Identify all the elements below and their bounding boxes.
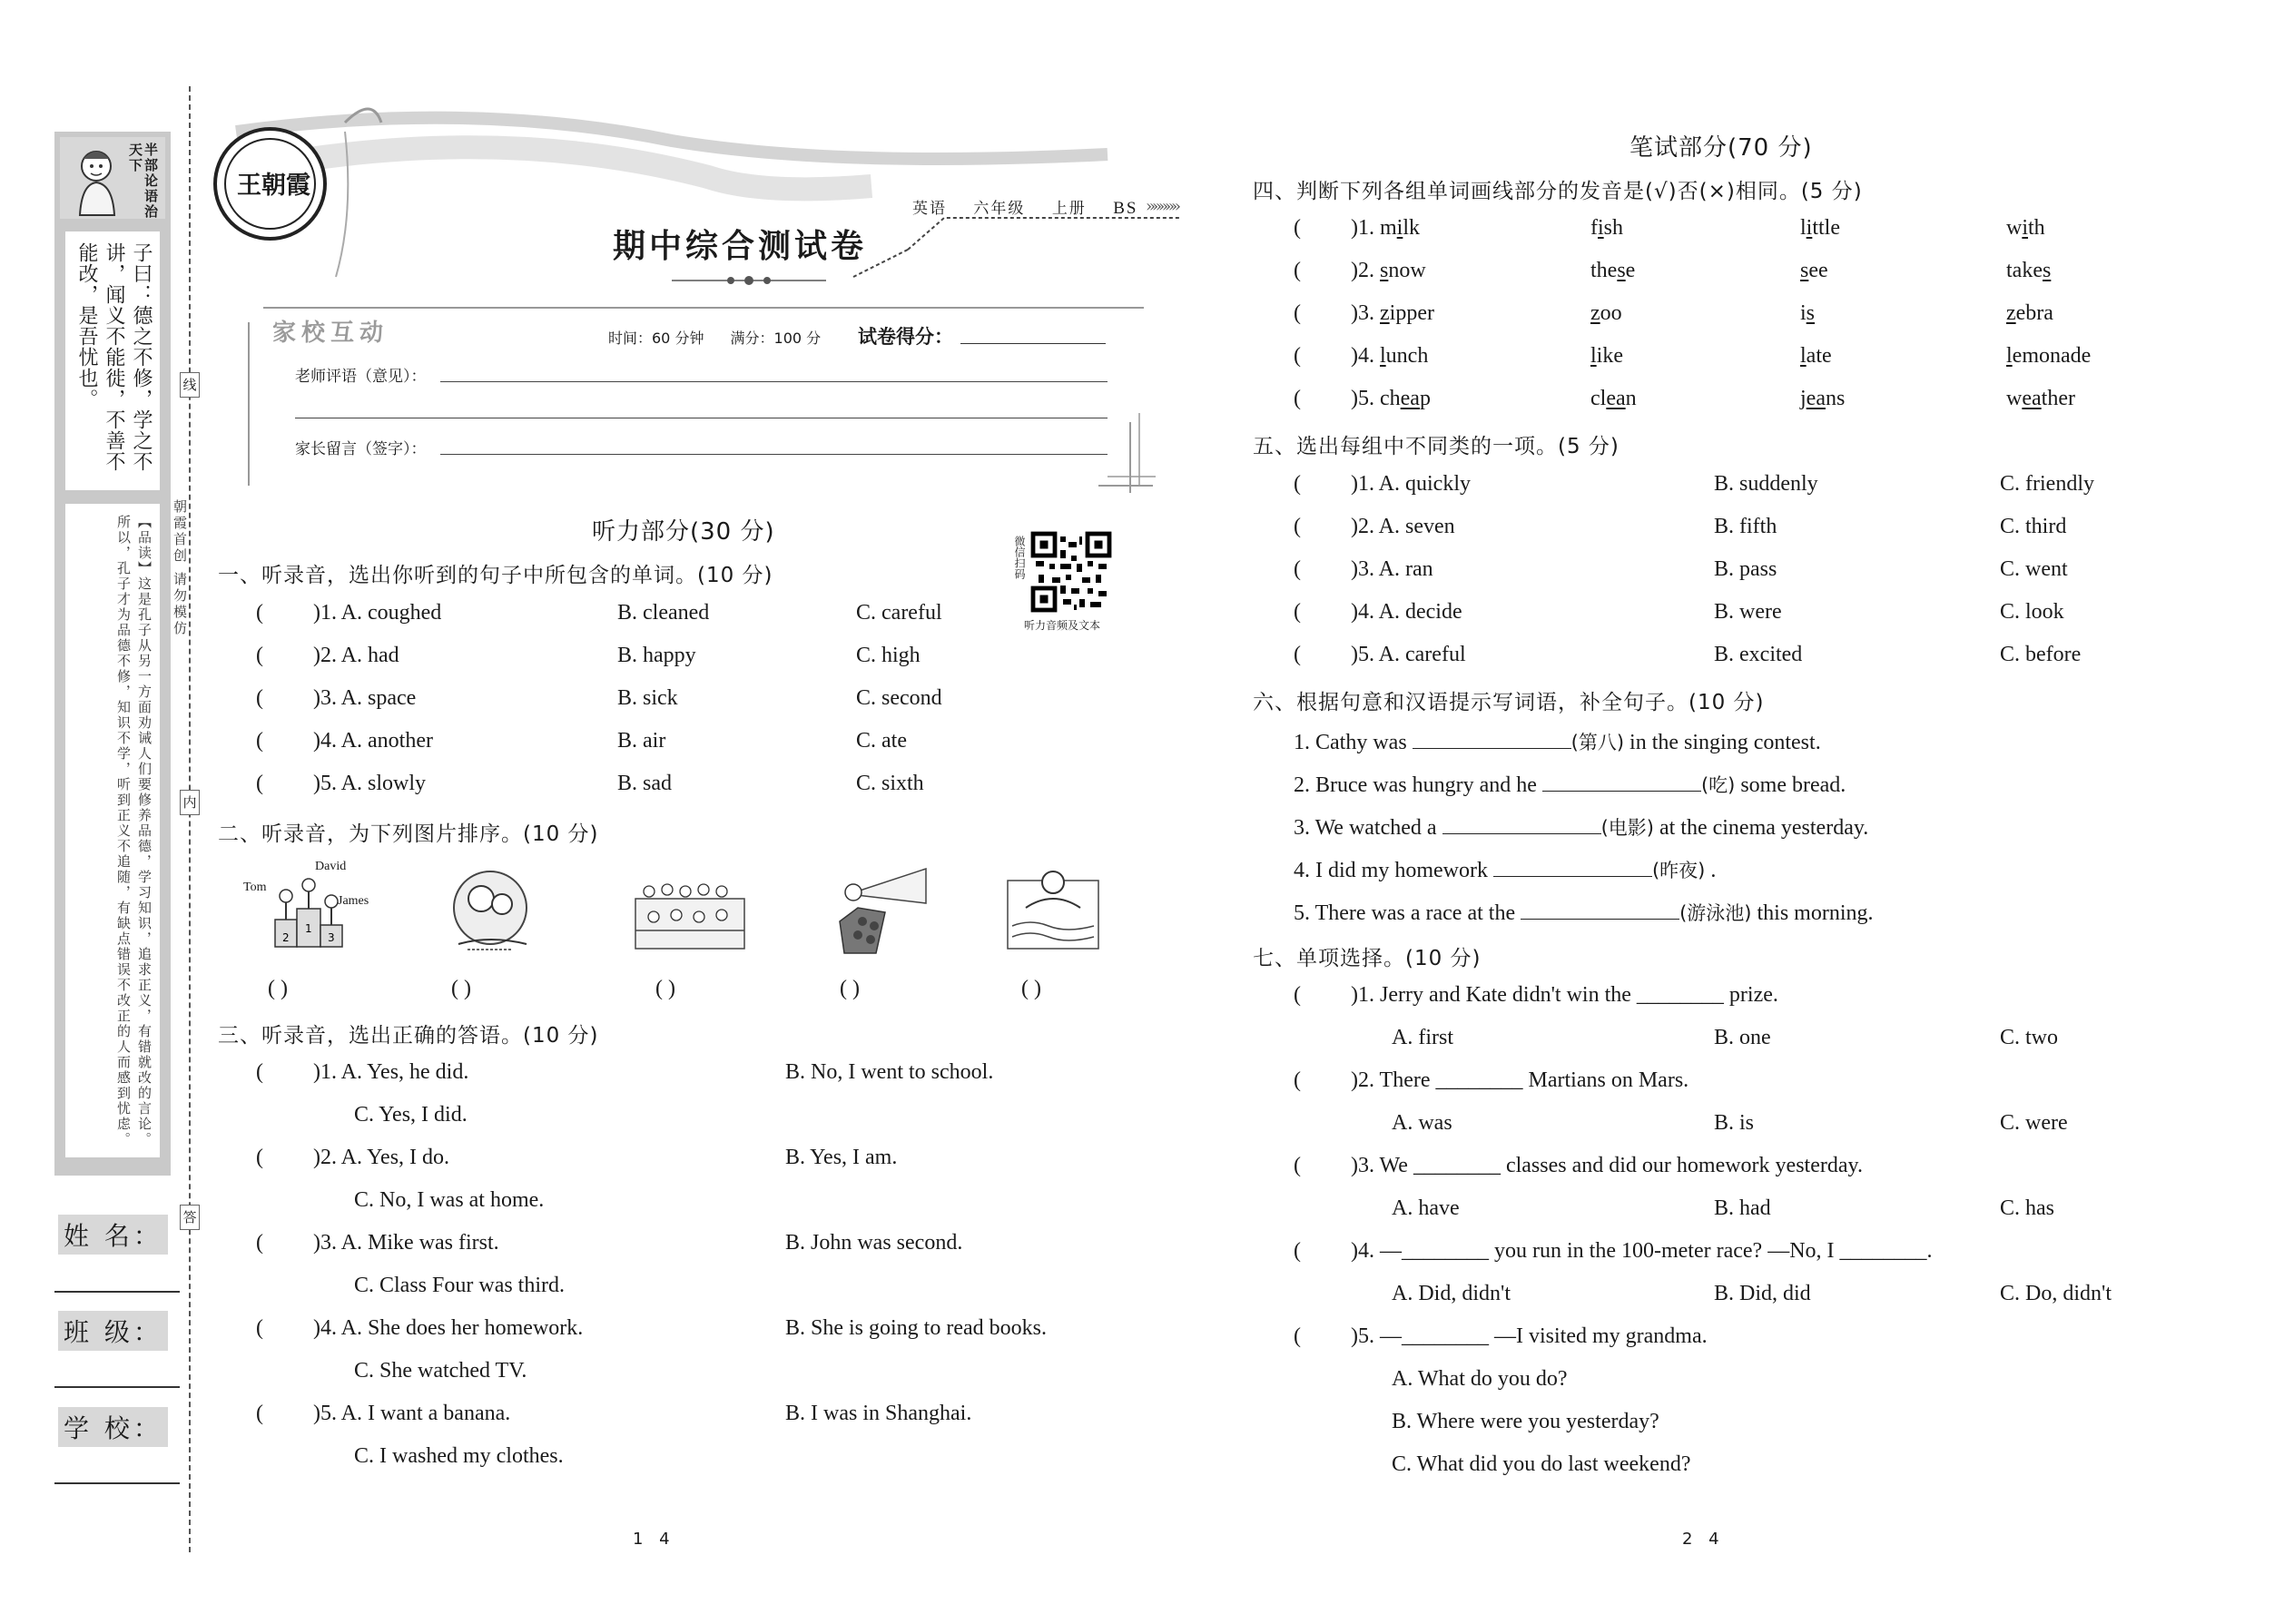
- section-7-title: 七、单项选择。(10 分): [1253, 947, 1482, 970]
- edition-label: BS: [1113, 199, 1138, 218]
- parent-comment-label: 家长留言（签字）：: [295, 440, 427, 458]
- chinese-hint: (吃): [1700, 774, 1736, 796]
- mc-option-a[interactable]: A. was: [1392, 1111, 1452, 1135]
- question-option-a: )1. A. coughed: [313, 601, 442, 625]
- svg-text:1: 1: [305, 922, 312, 935]
- answer-paren[interactable]: (: [256, 729, 263, 753]
- picture-classroom: [631, 871, 749, 953]
- mc-option-c[interactable]: C. Do, didn't: [2000, 1282, 2112, 1305]
- answer-paren[interactable]: (: [256, 601, 263, 625]
- question-option-c: C. second: [856, 686, 942, 710]
- question-option-b: B. John was second.: [785, 1231, 963, 1255]
- picture-label-david: David: [315, 860, 347, 873]
- mc-option-b[interactable]: B. is: [1714, 1111, 1755, 1135]
- question-option-a: )2. A. Yes, I do.: [313, 1146, 450, 1169]
- full-score: 满分：100 分: [730, 330, 822, 347]
- word-item: late: [1800, 344, 1832, 368]
- sidebar-panel: [54, 132, 171, 1176]
- name-label: 姓 名：: [58, 1215, 168, 1255]
- volume-label: 上册: [1051, 200, 1087, 218]
- mc-option-b[interactable]: B. had: [1714, 1196, 1771, 1220]
- mc-option-c[interactable]: C. two: [2000, 1026, 2059, 1049]
- question-option-a: )1. A. quickly: [1351, 472, 1471, 496]
- exam-info: [608, 327, 842, 348]
- grade-label: 六年级: [973, 200, 1026, 218]
- fill-in-blank[interactable]: [1493, 859, 1652, 877]
- school-label: 学 校：: [58, 1407, 168, 1447]
- question-option-c: C. Yes, I did.: [354, 1103, 468, 1127]
- quote-box: [65, 231, 160, 490]
- fill-in-sentence: 4. I did my homework (昨夜) .: [1294, 859, 1717, 882]
- section-3-title: 三、听录音，选出正确的答语。(10 分): [218, 1024, 599, 1048]
- question-option-b: B. pass: [1714, 557, 1777, 581]
- qr-scan-hint: 微信扫码: [1013, 536, 1026, 579]
- picture-label-james: James: [338, 894, 369, 908]
- picture-answer-blank[interactable]: ( ): [1021, 977, 1041, 1000]
- brand-name: 王朝霞: [237, 172, 310, 200]
- mc-option-a[interactable]: A. What do you do?: [1392, 1367, 1568, 1391]
- word-item: with: [2006, 216, 2045, 240]
- mc-question: )4. —________ you run in the 100-meter race? —No, I ________.: [1351, 1239, 1933, 1263]
- question-option-b: B. She is going to read books.: [785, 1316, 1047, 1340]
- answer-paren[interactable]: (: [1294, 259, 1301, 282]
- class-label: 班 级：: [58, 1311, 168, 1351]
- answer-paren[interactable]: (: [1294, 600, 1301, 624]
- answer-paren[interactable]: (: [1294, 643, 1301, 666]
- picture-swimming: [1003, 862, 1103, 953]
- mc-option-a[interactable]: A. have: [1392, 1196, 1460, 1220]
- question-option-c: C. I washed my clothes.: [354, 1444, 564, 1468]
- question-option-a: )4. A. decide: [1351, 600, 1462, 624]
- question-option-c: C. went: [2000, 557, 2068, 581]
- question-option-b: B. happy: [617, 644, 696, 667]
- mc-option-c[interactable]: C. has: [2000, 1196, 2054, 1220]
- picture-cinema: [831, 867, 930, 958]
- word-item: zebra: [2006, 301, 2053, 325]
- page-number-left: 1 4: [633, 1530, 675, 1549]
- fill-in-sentence: 1. Cathy was (第八) in the singing contest.: [1294, 731, 1821, 754]
- answer-paren[interactable]: (: [1294, 301, 1301, 325]
- teacher-comment-field[interactable]: [440, 381, 1108, 382]
- answer-paren[interactable]: (: [1294, 344, 1301, 368]
- word-item: see: [1800, 259, 1828, 282]
- mc-question: )1. Jerry and Kate didn't win the ________ prize.: [1351, 983, 1778, 1007]
- svg-text:3: 3: [328, 931, 335, 944]
- mc-question: )5. —________ —I visited my grandma.: [1351, 1324, 1708, 1348]
- answer-paren[interactable]: (: [256, 644, 263, 667]
- fill-in-blank[interactable]: [1442, 816, 1601, 834]
- question-option-b: B. I was in Shanghai.: [785, 1402, 972, 1425]
- question-option-b: B. fifth: [1714, 515, 1777, 538]
- name-field[interactable]: [54, 1291, 180, 1293]
- picture-answer-blank[interactable]: ( ): [268, 977, 288, 1000]
- question-option-c: C. third: [2000, 515, 2067, 538]
- question-option-b: B. sad: [617, 772, 672, 795]
- question-option-a: )5. A. careful: [1351, 643, 1466, 666]
- qr-caption: 听力音频及文本: [1024, 619, 1101, 632]
- answer-paren[interactable]: (: [256, 1060, 263, 1084]
- answer-paren[interactable]: (: [1294, 515, 1301, 538]
- picture-answer-blank[interactable]: ( ): [451, 977, 471, 1000]
- question-option-a: )3. A. space: [313, 686, 417, 710]
- word-item: these: [1590, 259, 1636, 282]
- subject-label: 英语: [912, 200, 947, 218]
- word-item: zoo: [1590, 301, 1622, 325]
- picture-answer-blank[interactable]: ( ): [655, 977, 675, 1000]
- section-6-title: 六、根据句意和汉语提示写词语，补全句子。(10 分): [1253, 691, 1765, 714]
- word-item: )5. cheap: [1351, 387, 1431, 410]
- page-number-right: 2 4: [1682, 1530, 1725, 1549]
- answer-paren[interactable]: (: [1294, 216, 1301, 240]
- question-option-c: C. look: [2000, 600, 2064, 624]
- arrow-decoration: »»»»»: [1146, 197, 1178, 216]
- qr-code-icon[interactable]: [1030, 531, 1112, 613]
- question-option-b: B. cleaned: [617, 601, 710, 625]
- mc-option-c[interactable]: C. What did you do last weekend?: [1392, 1452, 1691, 1476]
- question-option-b: B. sick: [617, 686, 678, 710]
- word-item: takes: [2006, 259, 2052, 282]
- answer-paren[interactable]: (: [256, 1402, 263, 1425]
- answer-paren[interactable]: (: [1294, 472, 1301, 496]
- word-item: )1. milk: [1351, 216, 1421, 240]
- fill-in-sentence: 5. There was a race at the (游泳池) this morning.: [1294, 901, 1874, 925]
- question-option-c: C. sixth: [856, 772, 924, 795]
- answer-paren[interactable]: (: [256, 1316, 263, 1340]
- question-option-a: )3. A. Mike was first.: [313, 1231, 499, 1255]
- answer-paren[interactable]: (: [1294, 983, 1301, 1007]
- question-option-a: )5. A. slowly: [313, 772, 427, 795]
- chinese-hint: (游泳池): [1679, 902, 1752, 924]
- section-5-title: 五、选出每组中不同类的一项。(5 分): [1253, 435, 1620, 458]
- word-item: lemonade: [2006, 344, 2092, 368]
- answer-paren[interactable]: (: [1294, 1239, 1301, 1263]
- answer-paren[interactable]: (: [1294, 1154, 1301, 1177]
- copyright-vertical: 朝霞首创 请勿模仿: [172, 499, 188, 637]
- listening-part-title: 听力部分(30 分): [592, 518, 775, 546]
- question-option-a: )2. A. had: [313, 644, 399, 667]
- fill-in-sentence: 3. We watched a (电影) at the cinema yesterday.: [1294, 816, 1869, 840]
- answer-paren[interactable]: (: [1294, 557, 1301, 581]
- time-limit: 时间：60 分钟: [608, 330, 704, 347]
- question-option-c: C. Class Four was third.: [354, 1274, 566, 1297]
- section-1-title: 一、听录音，选出你听到的句子中所包含的单词。(10 分): [218, 564, 773, 587]
- question-option-c: C. careful: [856, 601, 942, 625]
- fill-in-blank[interactable]: [1413, 731, 1571, 749]
- picture-label-tom: Tom: [243, 881, 267, 894]
- question-option-c: C. before: [2000, 643, 2082, 666]
- word-item: little: [1800, 216, 1840, 240]
- cut-mark: 线: [180, 372, 200, 398]
- word-item: is: [1800, 301, 1816, 325]
- class-field[interactable]: [54, 1386, 180, 1388]
- mc-question: )3. We ________ classes and did our homework yesterday.: [1351, 1154, 1863, 1177]
- word-item: )4. lunch: [1351, 344, 1429, 368]
- word-item: clean: [1590, 387, 1637, 410]
- subject-bar: [912, 195, 1157, 219]
- mc-option-a[interactable]: A. first: [1392, 1026, 1453, 1049]
- mc-option-c[interactable]: C. were: [2000, 1111, 2068, 1135]
- confucius-quote: 子曰：德之不修，学之不讲，闻义不能徙，不善不能改，是吾忧也。: [75, 242, 153, 472]
- word-item: )2. snow: [1351, 259, 1426, 282]
- fill-in-sentence: 2. Bruce was hungry and he (吃) some bread.: [1294, 773, 1846, 797]
- question-option-c: C. She watched TV.: [354, 1359, 527, 1383]
- score-field[interactable]: [960, 343, 1106, 344]
- chinese-hint: (第八): [1570, 732, 1625, 753]
- brand-seal-logo: [213, 127, 327, 241]
- chinese-hint: (电影): [1600, 817, 1654, 839]
- question-option-b: B. air: [617, 729, 666, 753]
- school-field[interactable]: [54, 1482, 180, 1484]
- word-item: fish: [1590, 216, 1624, 240]
- question-option-a: )4. A. another: [313, 729, 433, 753]
- writing-part-title: 笔试部分(70 分): [1629, 134, 1813, 162]
- mc-question: )2. There ________ Martians on Mars.: [1351, 1068, 1689, 1092]
- word-item: like: [1590, 344, 1623, 368]
- answer-paren[interactable]: (: [256, 686, 263, 710]
- exam-title: 期中综合测试卷: [613, 227, 868, 265]
- word-item: )3. zipper: [1351, 301, 1434, 325]
- answer-paren[interactable]: (: [1294, 1068, 1301, 1092]
- score-label: 试卷得分：: [858, 326, 953, 348]
- mc-option-b[interactable]: B. Where were you yesterday?: [1392, 1410, 1659, 1433]
- question-option-a: )5. A. I want a banana.: [313, 1402, 511, 1425]
- title-dots-decoration: [672, 272, 826, 283]
- word-item: jeans: [1800, 387, 1846, 410]
- mc-option-b[interactable]: B. one: [1714, 1026, 1771, 1049]
- fill-in-blank[interactable]: [1521, 901, 1679, 920]
- answer-paren[interactable]: (: [256, 1146, 263, 1169]
- sidebar-top-vertical: 半部论语治天下: [127, 143, 159, 220]
- word-item: weather: [2006, 387, 2075, 410]
- question-option-c: C. No, I was at home.: [354, 1188, 545, 1212]
- question-option-b: B. excited: [1714, 643, 1803, 666]
- mc-option-a[interactable]: A. Did, didn't: [1392, 1282, 1511, 1305]
- cut-mark: 答: [180, 1205, 200, 1230]
- answer-paren[interactable]: (: [1294, 387, 1301, 410]
- home-school-label: 家校互动: [272, 320, 389, 347]
- question-option-c: C. high: [856, 644, 921, 667]
- reading-note: 【品读】这是孔子从另一方面劝诫人们要修养品德，学习知识，追求正义，有错就改的言论。所以，孔子才为品德不修，知识不学，听到正义不追随，有缺点错误不改正的人而感到忧虑。: [115, 515, 153, 1147]
- question-option-a: )1. A. Yes, he did.: [313, 1060, 469, 1084]
- question-option-b: B. were: [1714, 600, 1782, 624]
- cut-line: [189, 86, 191, 1552]
- svg-text:2: 2: [282, 931, 290, 944]
- answer-paren[interactable]: (: [256, 1231, 263, 1255]
- teacher-comment-label: 老师评语（意见）：: [295, 368, 427, 386]
- answer-paren[interactable]: (: [256, 772, 263, 795]
- question-option-c: C. friendly: [2000, 472, 2094, 496]
- question-option-b: B. suddenly: [1714, 472, 1818, 496]
- fill-in-blank[interactable]: [1542, 773, 1701, 792]
- question-option-b: B. No, I went to school.: [785, 1060, 994, 1084]
- section-4-title: 四、判断下列各组单词画线部分的发音是(√)否(×)相同。(5 分): [1253, 180, 1863, 203]
- question-option-a: )3. A. ran: [1351, 557, 1433, 581]
- question-option-c: C. ate: [856, 729, 907, 753]
- chinese-hint: (昨夜): [1651, 860, 1706, 881]
- question-option-a: )4. A. She does her homework.: [313, 1316, 584, 1340]
- answer-paren[interactable]: (: [1294, 1324, 1301, 1348]
- picture-answer-blank[interactable]: ( ): [840, 977, 860, 1000]
- parent-comment-field[interactable]: [440, 454, 1108, 455]
- question-option-a: )2. A. seven: [1351, 515, 1455, 538]
- reading-box: [65, 504, 160, 1157]
- picture-sick-child: [440, 862, 540, 953]
- mc-option-b[interactable]: B. Did, did: [1714, 1282, 1811, 1305]
- section-2-title: 二、听录音，为下列图片排序。(10 分): [218, 822, 599, 846]
- question-option-b: B. Yes, I am.: [785, 1146, 898, 1169]
- cut-mark: 内: [180, 790, 200, 815]
